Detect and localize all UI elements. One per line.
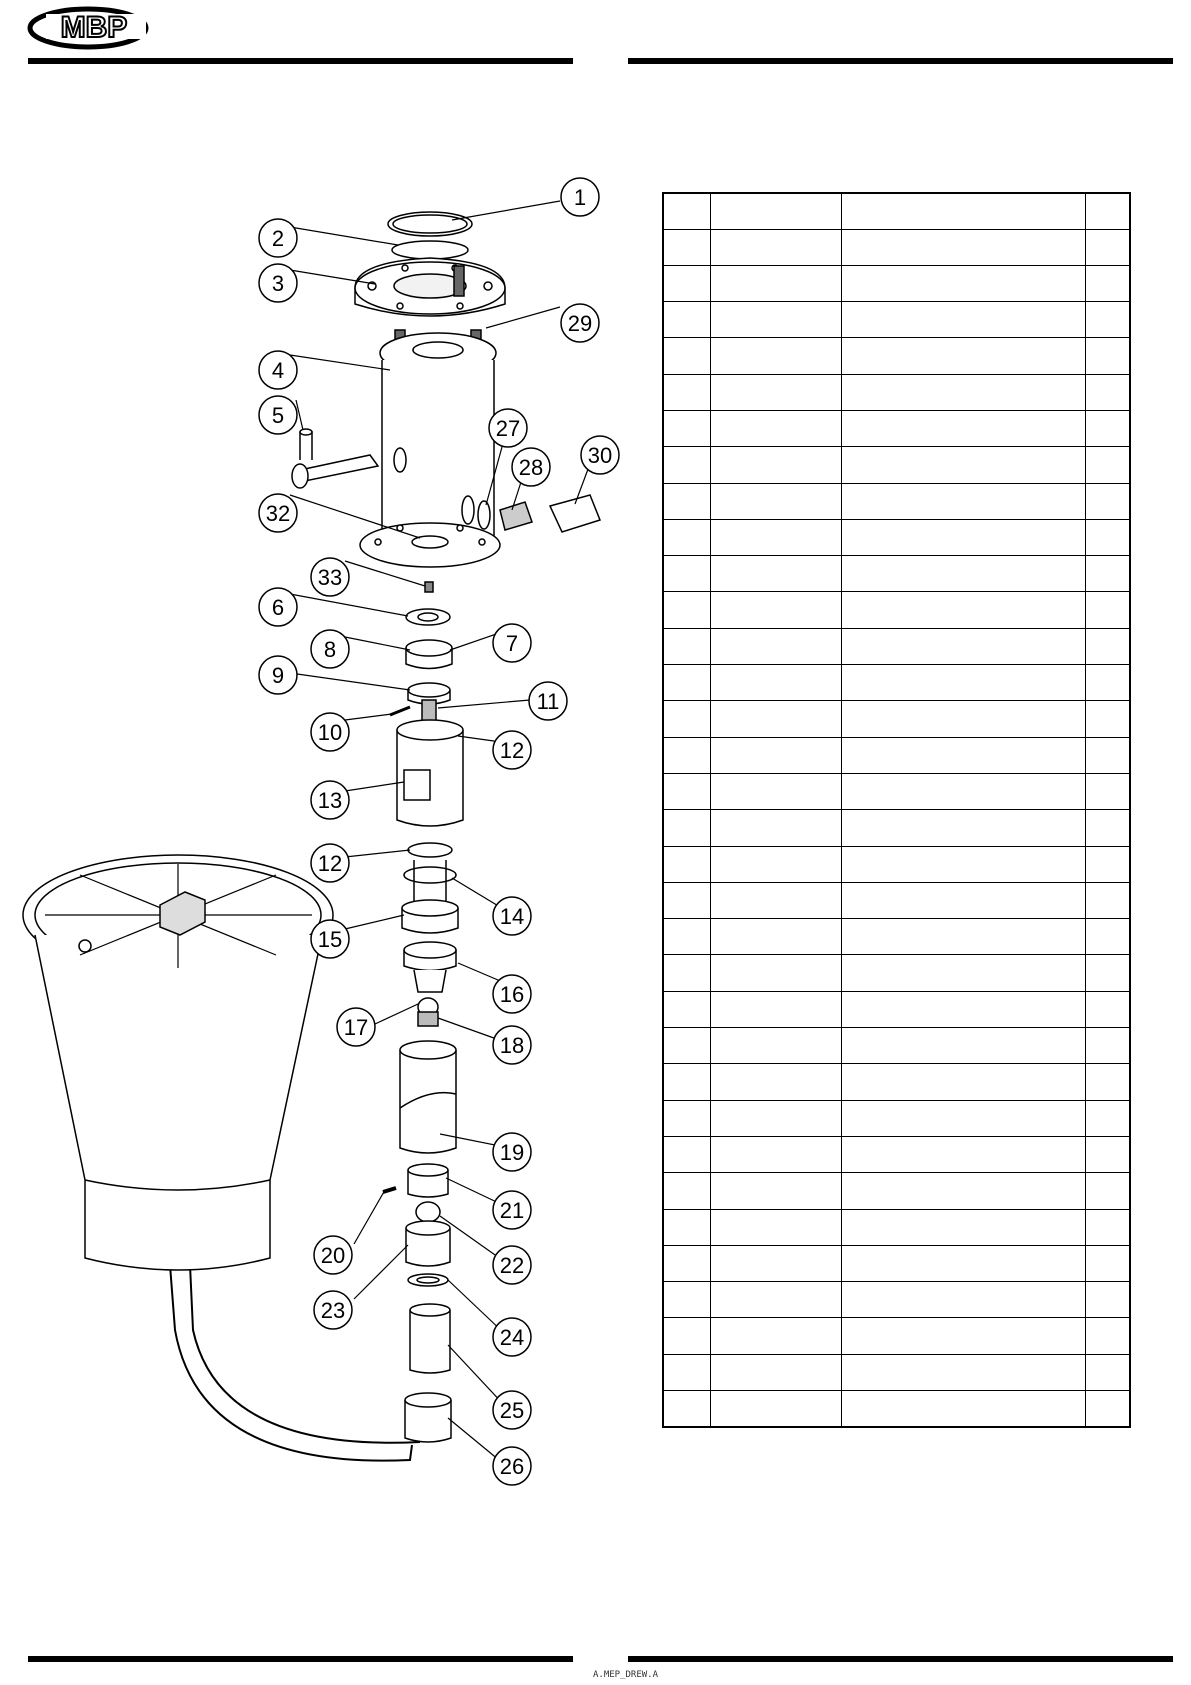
table-cell — [663, 701, 711, 737]
table-cell — [711, 519, 841, 555]
table-row — [663, 1100, 1130, 1136]
table-cell — [711, 592, 841, 628]
callout-25 — [493, 1391, 531, 1429]
table-cell — [663, 483, 711, 519]
table-row — [663, 1318, 1130, 1354]
table-cell — [1085, 374, 1130, 410]
logo-text: MBP — [60, 11, 128, 44]
callout-number: 21 — [499, 1198, 525, 1223]
table-cell — [1085, 665, 1130, 701]
table-cell — [711, 447, 841, 483]
callout-number: 15 — [317, 927, 343, 952]
table-cell — [841, 810, 1085, 846]
callout-4 — [259, 351, 297, 389]
header-rule-left — [28, 58, 573, 64]
callout-8 — [311, 630, 349, 668]
table-cell — [711, 193, 841, 229]
table-cell — [663, 1391, 711, 1427]
table-cell — [711, 1282, 841, 1318]
table-cell — [663, 519, 711, 555]
table-cell — [663, 1282, 711, 1318]
table-cell — [663, 1100, 711, 1136]
table-cell — [1085, 1100, 1130, 1136]
table-cell — [711, 1245, 841, 1281]
table-cell — [841, 410, 1085, 446]
table-cell — [1085, 810, 1130, 846]
table-cell — [663, 773, 711, 809]
table-cell — [663, 1028, 711, 1064]
callout-28 — [512, 448, 550, 486]
callout-17 — [337, 1008, 375, 1046]
table-row — [663, 483, 1130, 519]
table-cell — [1085, 556, 1130, 592]
callout-number: 10 — [317, 720, 343, 745]
callout-number: 9 — [271, 663, 285, 688]
table-cell — [711, 556, 841, 592]
callout-2 — [259, 219, 297, 257]
table-cell — [1085, 447, 1130, 483]
table-row — [663, 229, 1130, 265]
table-cell — [663, 1354, 711, 1390]
table-cell — [663, 410, 711, 446]
callout-number: 5 — [271, 403, 285, 428]
table-cell — [663, 1173, 711, 1209]
callout-11 — [529, 682, 567, 720]
callout-14 — [493, 897, 531, 935]
table-cell — [1085, 1391, 1130, 1427]
callout-3 — [259, 264, 297, 302]
callout-15 — [311, 920, 349, 958]
table-cell — [663, 229, 711, 265]
callout-33 — [311, 558, 349, 596]
table-cell — [663, 1136, 711, 1172]
callout-number: 32 — [265, 501, 291, 526]
table-cell — [1085, 1209, 1130, 1245]
table-cell — [663, 810, 711, 846]
table-row — [663, 955, 1130, 991]
table-cell — [841, 1354, 1085, 1390]
table-cell — [1085, 919, 1130, 955]
mbp-logo — [26, 4, 156, 50]
table-cell — [1085, 628, 1130, 664]
callout-number: 17 — [343, 1015, 369, 1040]
table-cell — [1085, 1136, 1130, 1172]
table-cell — [663, 665, 711, 701]
callout-number: 12 — [317, 851, 343, 876]
callout-number: 20 — [320, 1243, 346, 1268]
table-row — [663, 1064, 1130, 1100]
table-cell — [663, 737, 711, 773]
table-row — [663, 410, 1130, 446]
table-cell — [711, 229, 841, 265]
table-cell — [841, 1245, 1085, 1281]
footer-rule-right — [628, 1656, 1173, 1662]
table-row — [663, 919, 1130, 955]
table-cell — [841, 1136, 1085, 1172]
table-cell — [663, 447, 711, 483]
table-cell — [1085, 991, 1130, 1027]
table-row — [663, 338, 1130, 374]
callout-number: 25 — [499, 1398, 525, 1423]
table-cell — [711, 1100, 841, 1136]
table-cell — [711, 410, 841, 446]
callout-29 — [561, 304, 599, 342]
table-cell — [663, 556, 711, 592]
table-cell — [663, 592, 711, 628]
table-cell — [711, 846, 841, 882]
table-cell — [1085, 193, 1130, 229]
table-cell — [711, 991, 841, 1027]
table-row — [663, 810, 1130, 846]
table-row — [663, 1245, 1130, 1281]
table-cell — [841, 882, 1085, 918]
table-row — [663, 265, 1130, 301]
callout-number: 14 — [499, 904, 525, 929]
table-cell — [841, 447, 1085, 483]
table-cell — [841, 556, 1085, 592]
table-row — [663, 1028, 1130, 1064]
callout-number: 18 — [499, 1033, 525, 1058]
callout-13 — [311, 781, 349, 819]
table-cell — [1085, 338, 1130, 374]
table-cell — [1085, 410, 1130, 446]
callout-number: 8 — [323, 637, 337, 662]
table-row — [663, 628, 1130, 664]
table-cell — [663, 1209, 711, 1245]
callout-24 — [493, 1318, 531, 1356]
callout-9 — [259, 656, 297, 694]
table-row — [663, 592, 1130, 628]
callout-6 — [259, 588, 297, 626]
table-row — [663, 302, 1130, 338]
table-cell — [663, 265, 711, 301]
table-cell — [711, 265, 841, 301]
table-cell — [1085, 302, 1130, 338]
callout-20 — [314, 1236, 352, 1274]
table-cell — [1085, 1245, 1130, 1281]
callout-26 — [493, 1447, 531, 1485]
table-row — [663, 1173, 1130, 1209]
callout-number: 4 — [271, 358, 285, 383]
callout-number: 12 — [499, 738, 525, 763]
callout-number: 27 — [495, 416, 521, 441]
callout-number: 3 — [271, 271, 285, 296]
table-cell — [841, 483, 1085, 519]
table-row — [663, 1354, 1130, 1390]
table-cell — [711, 810, 841, 846]
table-cell — [663, 628, 711, 664]
callout-30 — [581, 436, 619, 474]
table-cell — [1085, 592, 1130, 628]
table-cell — [841, 1391, 1085, 1427]
callout-21 — [493, 1191, 531, 1229]
table-row — [663, 1391, 1130, 1427]
table-cell — [1085, 1064, 1130, 1100]
table-cell — [841, 773, 1085, 809]
table-cell — [663, 1064, 711, 1100]
table-cell — [1085, 701, 1130, 737]
table-row — [663, 665, 1130, 701]
table-cell — [711, 1136, 841, 1172]
table-cell — [711, 665, 841, 701]
callout-number: 16 — [499, 982, 525, 1007]
header-rule-right — [628, 58, 1173, 64]
table-cell — [841, 628, 1085, 664]
table-cell — [1085, 882, 1130, 918]
callout-number: 2 — [271, 226, 285, 251]
table-cell — [1085, 1173, 1130, 1209]
table-cell — [1085, 483, 1130, 519]
table-cell — [1085, 737, 1130, 773]
table-cell — [841, 193, 1085, 229]
table-cell — [663, 338, 711, 374]
callout-number: 11 — [536, 689, 560, 714]
table-cell — [1085, 955, 1130, 991]
table-header-row — [663, 193, 1130, 229]
table-cell — [1085, 773, 1130, 809]
callout-7 — [493, 624, 531, 662]
table-cell — [1085, 1028, 1130, 1064]
callout-number: 19 — [499, 1140, 525, 1165]
table-cell — [841, 1064, 1085, 1100]
callout-number: 6 — [271, 595, 285, 620]
table-cell — [711, 955, 841, 991]
table-cell — [1085, 519, 1130, 555]
table-cell — [663, 1318, 711, 1354]
table-cell — [663, 374, 711, 410]
table-cell — [663, 955, 711, 991]
table-cell — [841, 1282, 1085, 1318]
table-row — [663, 1282, 1130, 1318]
callout-number: 28 — [518, 455, 544, 480]
table-cell — [711, 1064, 841, 1100]
table-row — [663, 701, 1130, 737]
callout-10 — [311, 713, 349, 751]
table-cell — [1085, 229, 1130, 265]
parts-list-table — [662, 192, 1131, 1428]
table-row — [663, 882, 1130, 918]
table-cell — [711, 1028, 841, 1064]
footer-document-code: A.MEP_DREW.A — [593, 1670, 659, 1680]
callout-12 — [493, 731, 531, 769]
table-cell — [841, 229, 1085, 265]
table-row — [663, 519, 1130, 555]
table-cell — [663, 846, 711, 882]
table-row — [663, 846, 1130, 882]
table-cell — [711, 628, 841, 664]
table-cell — [841, 1028, 1085, 1064]
table-cell — [711, 374, 841, 410]
table-cell — [1085, 1318, 1130, 1354]
table-cell — [1085, 1354, 1130, 1390]
table-cell — [841, 1318, 1085, 1354]
table-cell — [711, 882, 841, 918]
table-cell — [841, 846, 1085, 882]
table-cell — [711, 1354, 841, 1390]
table-cell — [663, 302, 711, 338]
table-cell — [711, 737, 841, 773]
table-cell — [711, 1173, 841, 1209]
callout-number: 1 — [573, 185, 587, 210]
table-cell — [841, 737, 1085, 773]
footer-rule-left — [28, 1656, 573, 1662]
table-row — [663, 991, 1130, 1027]
callout-27 — [489, 409, 527, 447]
callout-number: 33 — [317, 565, 343, 590]
table-cell — [841, 592, 1085, 628]
table-cell — [841, 338, 1085, 374]
callout-16 — [493, 975, 531, 1013]
callout-number: 30 — [587, 443, 613, 468]
table-cell — [663, 919, 711, 955]
table-row — [663, 737, 1130, 773]
table-cell — [711, 773, 841, 809]
callout-number: 29 — [567, 311, 593, 336]
table-cell — [841, 1100, 1085, 1136]
callout-number: 24 — [499, 1325, 525, 1350]
table-row — [663, 1209, 1130, 1245]
table-cell — [841, 265, 1085, 301]
callout-23 — [314, 1291, 352, 1329]
callout-number: 13 — [317, 788, 343, 813]
table-cell — [663, 193, 711, 229]
table-row — [663, 773, 1130, 809]
callout-5 — [259, 396, 297, 434]
table-cell — [711, 919, 841, 955]
table-cell — [711, 1318, 841, 1354]
table-cell — [1085, 846, 1130, 882]
table-cell — [841, 919, 1085, 955]
table-cell — [841, 374, 1085, 410]
table-cell — [841, 519, 1085, 555]
table-cell — [663, 991, 711, 1027]
table-cell — [663, 1245, 711, 1281]
table-cell — [841, 302, 1085, 338]
callout-32 — [259, 494, 297, 532]
table-cell — [1085, 1282, 1130, 1318]
callout-19 — [493, 1133, 531, 1171]
callout-number: 26 — [499, 1454, 525, 1479]
table-cell — [711, 302, 841, 338]
callout-22 — [493, 1246, 531, 1284]
table-cell — [711, 701, 841, 737]
table-row — [663, 447, 1130, 483]
table-cell — [841, 1209, 1085, 1245]
callout-number: 23 — [320, 1298, 346, 1323]
exploded-parts-diagram — [0, 170, 620, 1570]
callout-18 — [493, 1026, 531, 1064]
table-cell — [841, 1173, 1085, 1209]
table-cell — [663, 882, 711, 918]
callout-number: 22 — [499, 1253, 525, 1278]
table-cell — [711, 483, 841, 519]
table-cell — [841, 701, 1085, 737]
callout-1 — [561, 178, 599, 216]
table-cell — [711, 1209, 841, 1245]
table-row — [663, 374, 1130, 410]
callout-12 — [311, 844, 349, 882]
callout-number: 7 — [505, 631, 519, 656]
table-cell — [841, 991, 1085, 1027]
table-row — [663, 556, 1130, 592]
table-cell — [841, 665, 1085, 701]
table-cell — [1085, 265, 1130, 301]
table-cell — [711, 338, 841, 374]
table-row — [663, 1136, 1130, 1172]
table-cell — [711, 1391, 841, 1427]
table-cell — [841, 955, 1085, 991]
